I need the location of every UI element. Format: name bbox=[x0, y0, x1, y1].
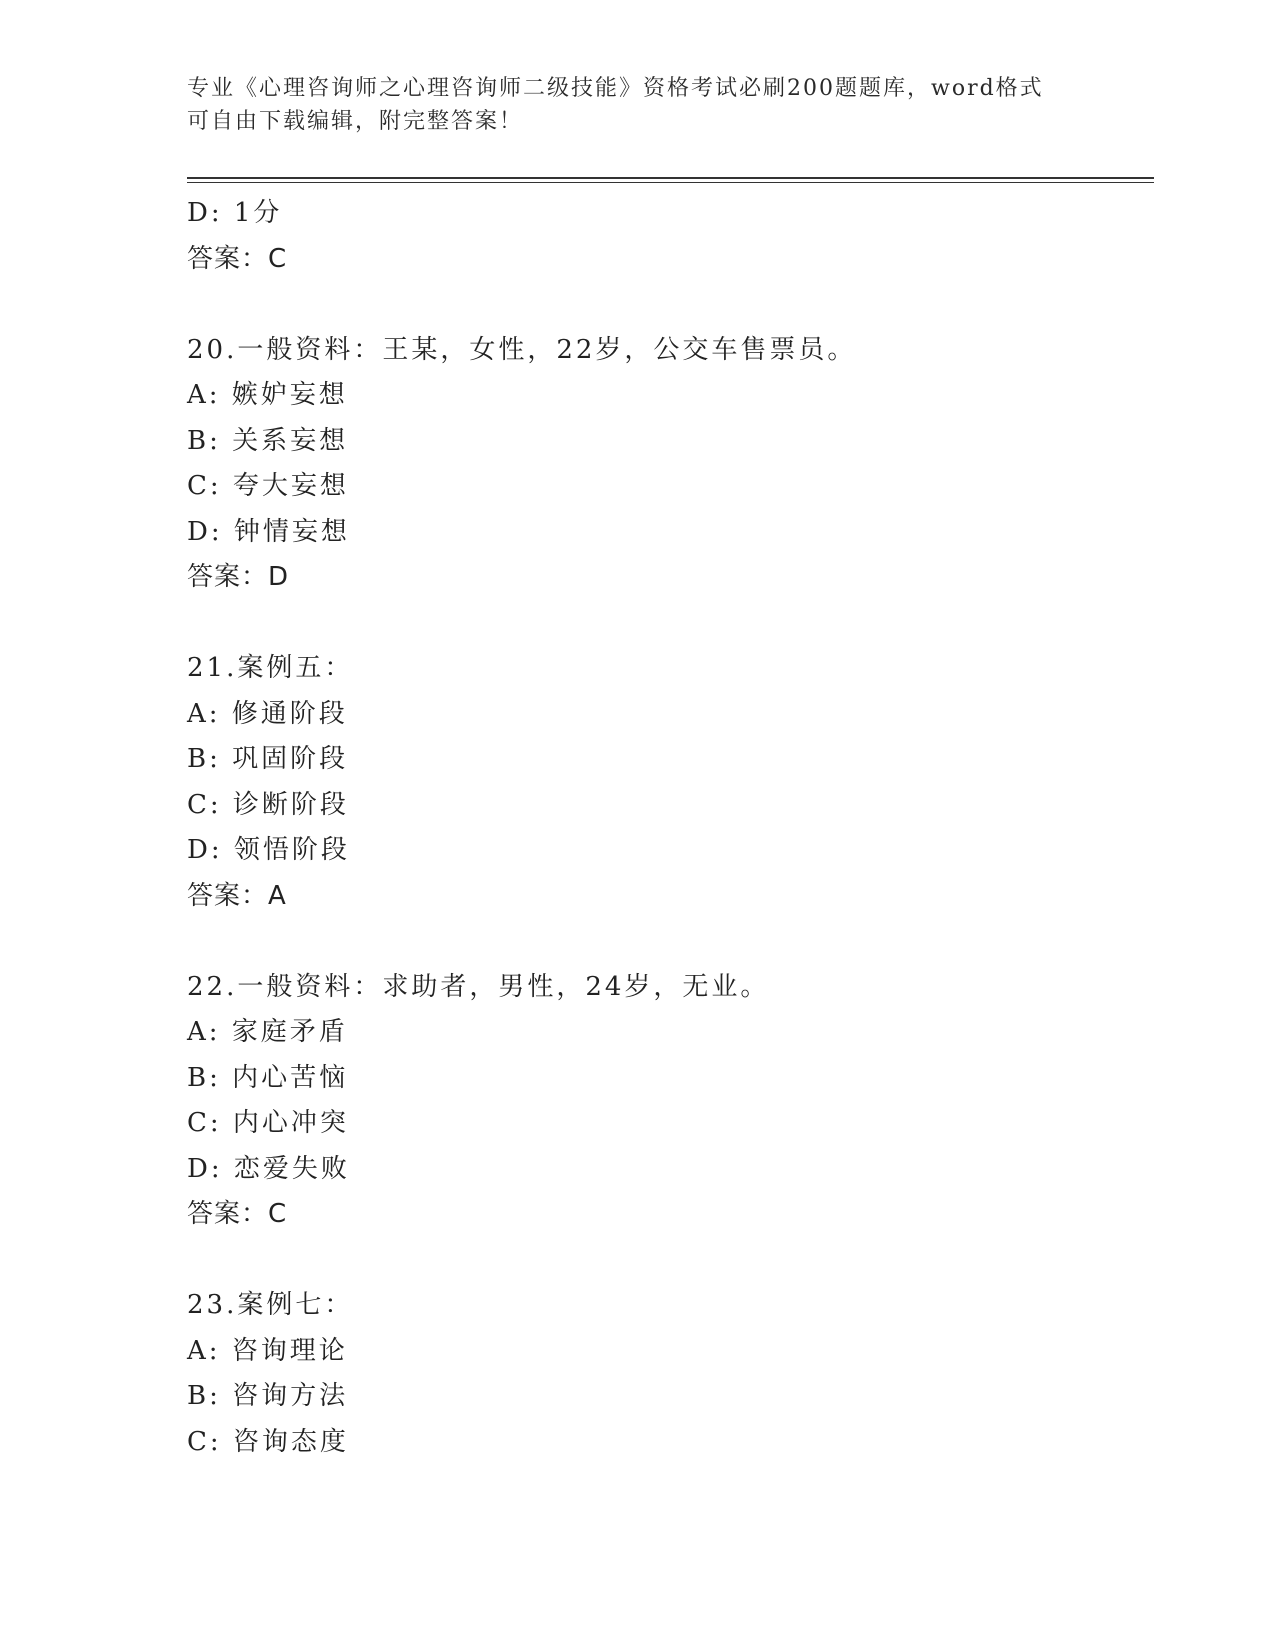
option-b: B: 巩固阶段 bbox=[187, 744, 349, 774]
question-stem: 23.案例七： bbox=[187, 1290, 354, 1320]
option-d: D: 恋爱失败 bbox=[187, 1153, 350, 1184]
question-21 bbox=[187, 646, 1147, 919]
header-line-2: 可自由下载编辑，附完整答案！ bbox=[187, 109, 524, 134]
document-header bbox=[187, 72, 1087, 138]
option-b: B: 内心苦恼 bbox=[187, 1062, 349, 1093]
option-d: D: 领悟阶段 bbox=[187, 835, 350, 865]
question-22 bbox=[187, 965, 1147, 1238]
answer: 答案：D bbox=[187, 562, 290, 592]
question-stem: 20.一般资料：王某，女性，22岁，公交车售票员。 bbox=[187, 334, 857, 365]
spacer bbox=[187, 601, 1147, 647]
option-c: C: 内心冲突 bbox=[187, 1108, 349, 1138]
spacer bbox=[187, 919, 1147, 965]
option-c: C: 咨询态度 bbox=[187, 1426, 349, 1457]
option-c: C: 诊断阶段 bbox=[187, 789, 349, 820]
question-20 bbox=[187, 328, 1147, 601]
question-stem: 21.案例五： bbox=[187, 653, 354, 683]
option-b: B: 关系妄想 bbox=[187, 425, 349, 456]
prev-option-d: D: 1分 bbox=[187, 198, 283, 228]
option-c: C: 夸大妄想 bbox=[187, 471, 349, 501]
header-line-1: 专业《心理咨询师之心理咨询师二级技能》资格考试必刷200题题库，word格式 bbox=[187, 76, 1044, 101]
option-b: B: 咨询方法 bbox=[187, 1381, 349, 1411]
option-a: A: 咨询理论 bbox=[187, 1335, 348, 1366]
prev-answer: 答案：C bbox=[187, 243, 288, 274]
question-stem: 22.一般资料：求助者，男性，24岁，无业。 bbox=[187, 971, 770, 1002]
answer: 答案：A bbox=[187, 880, 287, 911]
spacer bbox=[187, 282, 1147, 328]
header-rule-thick bbox=[187, 177, 1154, 179]
option-a: A: 家庭矛盾 bbox=[187, 1017, 348, 1047]
question-23 bbox=[187, 1283, 1147, 1465]
answer: 答案：C bbox=[187, 1199, 288, 1229]
option-d: D: 钟情妄想 bbox=[187, 516, 350, 547]
header-rule-thin bbox=[187, 182, 1154, 183]
question-list bbox=[187, 191, 1147, 1465]
option-a: A: 嫉妒妄想 bbox=[187, 380, 348, 410]
option-a: A: 修通阶段 bbox=[187, 698, 348, 729]
spacer bbox=[187, 1238, 1147, 1284]
